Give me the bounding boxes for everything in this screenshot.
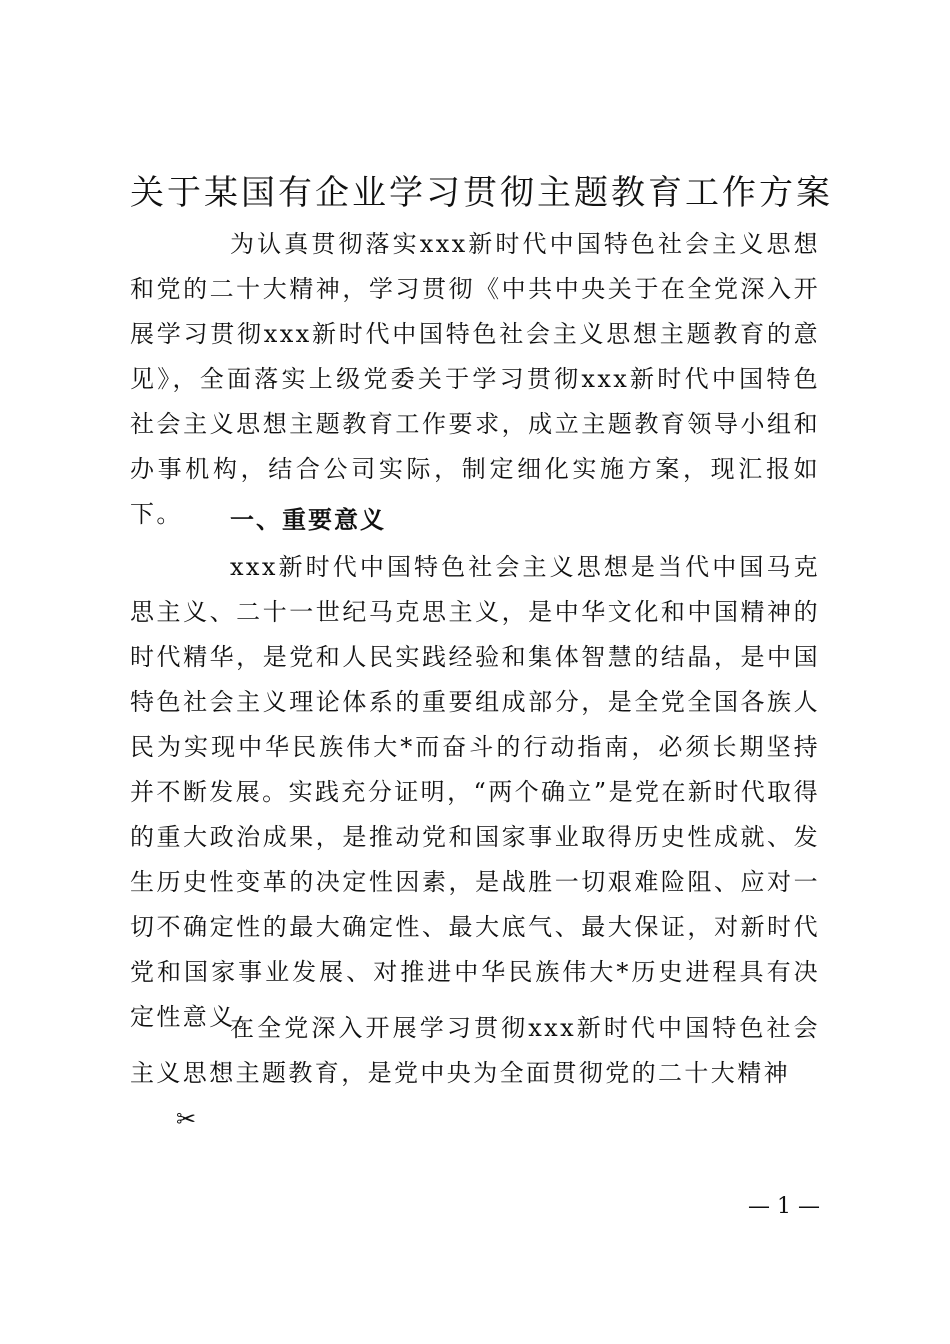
page-number: — 1 — <box>748 1194 820 1219</box>
document-title: 关于某国有企业学习贯彻主题教育工作方案 <box>130 173 833 213</box>
section-heading-significance: 一、重要意义 <box>230 506 386 534</box>
section-paragraph-continued: 在全党深入开展学习贯彻xxx新时代中国特色社会主义思想主题教育，是党中央为全面贯彻党的二十大精神 <box>130 1014 820 1087</box>
intro-paragraph: 为认真贯彻落实xxx新时代中国特色社会主义思想和党的二十大精神，学习贯彻《中共中央关于在全党深入开展学习贯彻xxx新时代中国特色社会主义思想主题教育的意见》，全面落实上级党委关于学习贯彻xxx新时代中国特色社会主义思想主题教育工作要求，成立主题教育领导小组和办事机构，结合公司实际，制定细化实施方案，现汇报如下。 <box>130 230 820 528</box>
scissors-icon: ✂ <box>176 1105 197 1133</box>
section-paragraph: xxx新时代中国特色社会主义思想是当代中国马克思主义、二十一世纪马克思主义，是中华文化和中国精神的时代精华，是党和人民实践经验和集体智慧的结晶，是中国特色社会主义理论体系的重要组成部分，是全党全国各族人民为实现中华民族伟大*而奋斗的行动指南，必须长期坚持并不断发展。实践充分证明，“两个确立”是党在新时代取得的重大政治成果，是推动党和国家事业取得历史性成就、发生历史性变革的决定性因素，是战胜一切艰难险阻、应对一切不确定性的最大确定性、最大底气、最大保证，对新时代党和国家事业发展、对推进中华民族伟大*历史进程具有决定性意义。 <box>130 553 820 1031</box>
